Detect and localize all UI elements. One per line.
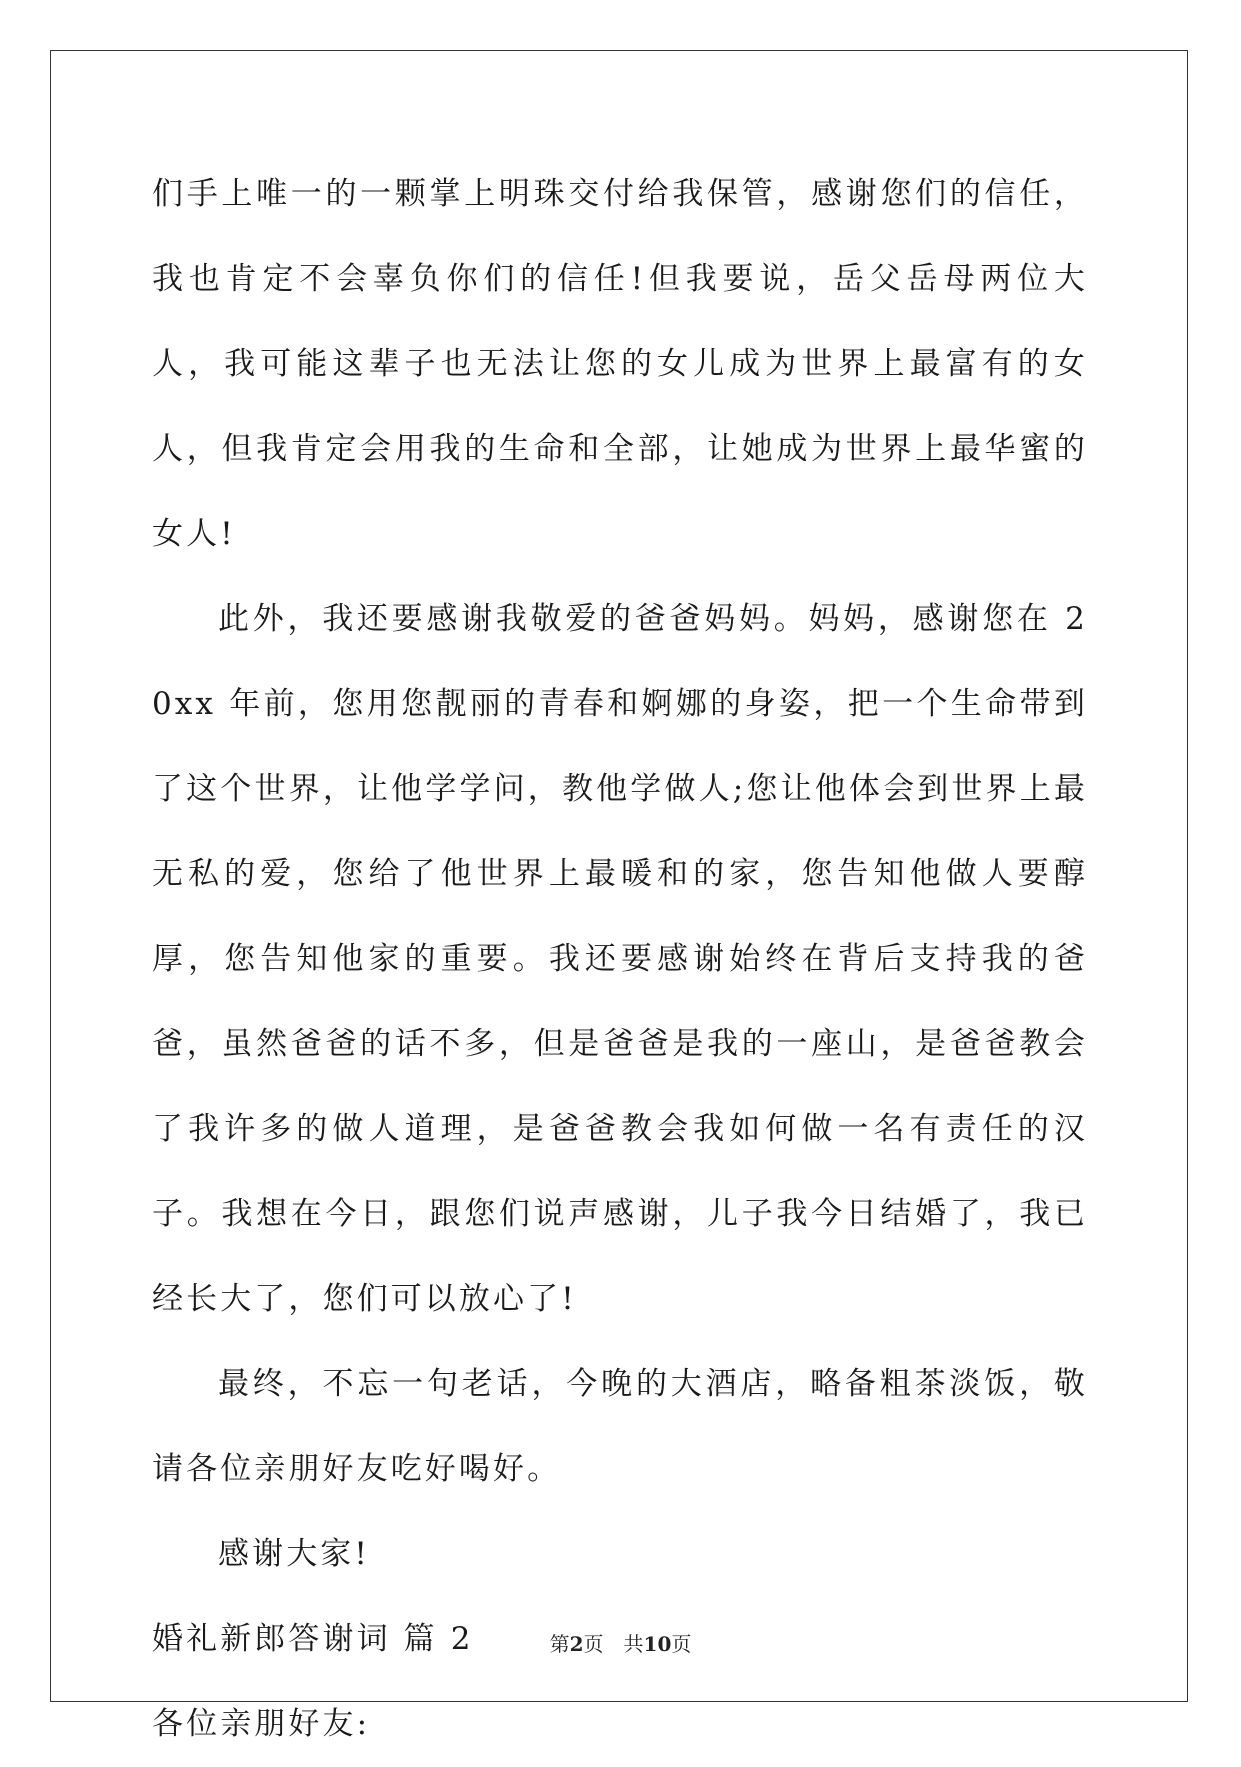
greeting-line: 各位亲朋好友:: [152, 1706, 371, 1742]
body-paragraph-3: 最终，不忘一句老话，今晚的大酒店，略备粗茶淡饭，敬请各位亲朋好友吃好喝好。: [152, 1366, 1088, 1487]
footer-total-pages: 10: [643, 1632, 672, 1656]
body-paragraph-1: 们手上唯一的一颗掌上明珠交付给我保管，感谢您们的信任，我也肯定不会辜负你们的信任!但我要说，岳父岳母两位大人，我可能这辈子也无法让您的女儿成为世界上最富有的女人，但我肯定会用我的生命和全部，让她成为世界上最华蜜的女人!: [152, 176, 1088, 552]
footer-middle: 页 共: [583, 1632, 644, 1656]
footer-page-number: 2: [569, 1632, 584, 1656]
section-heading: 婚礼新郎答谢词 篇 2: [152, 1621, 474, 1657]
document-body: [152, 152, 1088, 1767]
footer-prefix: 第: [549, 1632, 570, 1656]
footer-suffix: 页: [671, 1632, 692, 1656]
page-footer: [0, 1628, 1241, 1657]
body-paragraph-2: 此外，我还要感谢我敬爱的爸爸妈妈。妈妈，感谢您在 20xx 年前，您用您靓丽的青春和婀娜的身姿，把一个生命带到了这个世界，让他学学问，教他学做人;您让他体会到世界上最无私的爱，您给了他世界上最暖和的家，您告知他做人要醇厚，您告知他家的重要。我还要感谢始终在背后支持我的爸爸，虽然爸爸的话不多，但是爸爸是我的一座山，是爸爸教会了我许多的做人道理，是爸爸教会我如何做一名有责任的汉子。我想在今日，跟您们说声感谢，儿子我今日结婚了，我已经长大了，您们可以放心了!: [152, 601, 1088, 1317]
body-paragraph-4: 感谢大家!: [218, 1536, 370, 1572]
